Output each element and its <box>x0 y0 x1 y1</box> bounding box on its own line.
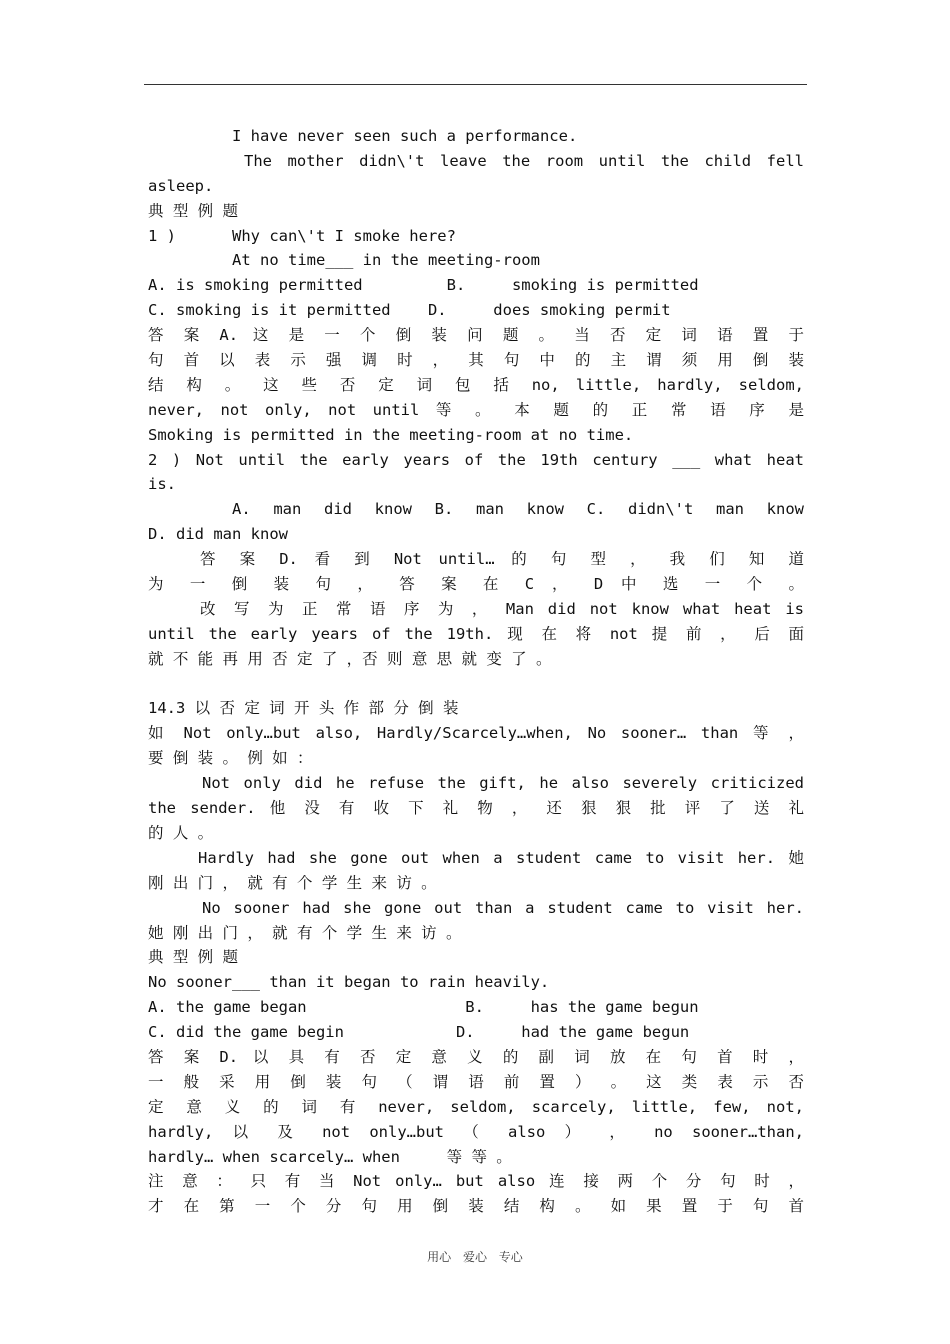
text-line: No sooner had she gone out than a student came to visit her. <box>202 898 804 917</box>
text-line: 定 意 义 的 词 有 never, seldom, scarcely, little, few, not, <box>148 1097 804 1116</box>
text-line: A. man did know B. man know C. didn\'t man know <box>232 500 804 519</box>
text-line: A. the game began B. has the game begun <box>148 998 699 1017</box>
text-line: 一 般 采 用 倒 装 句 （ 谓 语 前 置 ） 。 这 类 表 示 否 <box>148 1072 804 1091</box>
text-line: At no time___ in the meeting-room <box>232 251 540 270</box>
text-line: Smoking is permitted in the meeting-room at no time. <box>148 425 634 444</box>
text-line: 2 ) Not until the early years of the 19th century ___ what heat <box>148 450 804 469</box>
text-line: 要 倒 装 。 例 如 ： <box>148 749 313 768</box>
text-line: C. did the game begin D. had the game begun <box>148 1023 690 1042</box>
text-line: 她 刚 出 门 ， 就 有 个 学 生 来 访 。 <box>148 923 462 942</box>
text-line: Hardly had she gone out when a student came to visit her. 她 <box>198 848 804 867</box>
text-line: is. <box>148 475 176 494</box>
text-line: 句 首 以 表 示 强 调 时 ， 其 句 中 的 主 谓 须 用 倒 装 <box>148 351 804 370</box>
text-line: 如 Not only…but also, Hardly/Scarcely…when, No sooner… than 等 ， <box>148 724 804 743</box>
text-line: D. did man know <box>148 525 288 544</box>
text-line: hardly, 以 及 not only…but （ also ） ， no sooner…than, <box>148 1122 804 1141</box>
text-line: C. smoking is it permitted D. does smoking permit <box>148 301 671 320</box>
text-line: 典 型 例 题 <box>148 201 238 220</box>
text-line: 改 写 为 正 常 语 序 为 ， Man did not know what heat is <box>200 599 804 618</box>
text-line: the sender. 他 没 有 收 下 礼 物 ， 还 狠 狠 批 评 了 送 礼 <box>148 799 804 818</box>
text-line: never, not only, not until 等 。 本 题 的 正 常 语 序 是 <box>148 400 804 419</box>
document-body <box>148 124 804 1219</box>
text-line: 注 意 ： 只 有 当 Not only… but also 连 接 两 个 分 句 时 ， <box>148 1172 804 1191</box>
text-line: 答 案 A. 这 是 一 个 倒 装 问 题 。 当 否 定 词 语 置 于 <box>148 326 804 345</box>
text-line: The mother didn\'t leave the room until the child fell <box>244 151 804 170</box>
text-line: 14.3 以 否 定 词 开 头 作 部 分 倒 装 <box>148 699 459 718</box>
page-footer: 用心 爱心 专心 <box>427 1250 523 1264</box>
header-rule <box>144 84 807 85</box>
text-line: A. is smoking permitted B. smoking is permitted <box>148 276 699 295</box>
text-line: 结 构 。 这 些 否 定 词 包 括 no, little, hardly, seldom, <box>148 375 804 394</box>
text-line: asleep. <box>148 176 214 195</box>
text-line: hardly… when scarcely… when 等 等 。 <box>148 1147 512 1166</box>
text-line: 就 不 能 再 用 否 定 了 ，否 则 意 思 就 变 了 。 <box>148 649 552 668</box>
text-line: 1 ) Why can\'t I smoke here? <box>148 226 456 245</box>
text-line: I have never seen such a performance. <box>232 127 578 145</box>
text-line: Not only did he refuse the gift, he also severely criticized <box>202 774 804 793</box>
text-line: 为 一 倒 装 句 ， 答 案 在 C ， D 中 选 一 个 。 <box>148 575 804 594</box>
text-line <box>148 672 804 697</box>
text-line: 答 案 D. 看 到 Not until… 的 句 型 ， 我 们 知 道 <box>200 550 804 569</box>
text-line: until the early years of the 19th. 现 在 将 not 提 前 ， 后 面 <box>148 624 804 643</box>
text-line: 答 案 D. 以 具 有 否 定 意 义 的 副 词 放 在 句 首 时 ， <box>148 1047 804 1066</box>
text-line: 刚 出 门 ， 就 有 个 学 生 来 访 。 <box>148 873 437 892</box>
text-line: 典 型 例 题 <box>148 948 238 967</box>
text-line: No sooner___ than it began to rain heavily. <box>148 973 550 992</box>
text-line: 才 在 第 一 个 分 句 用 倒 装 结 构 。 如 果 置 于 句 首 <box>148 1197 804 1216</box>
text-line: 的 人 。 <box>148 823 214 842</box>
